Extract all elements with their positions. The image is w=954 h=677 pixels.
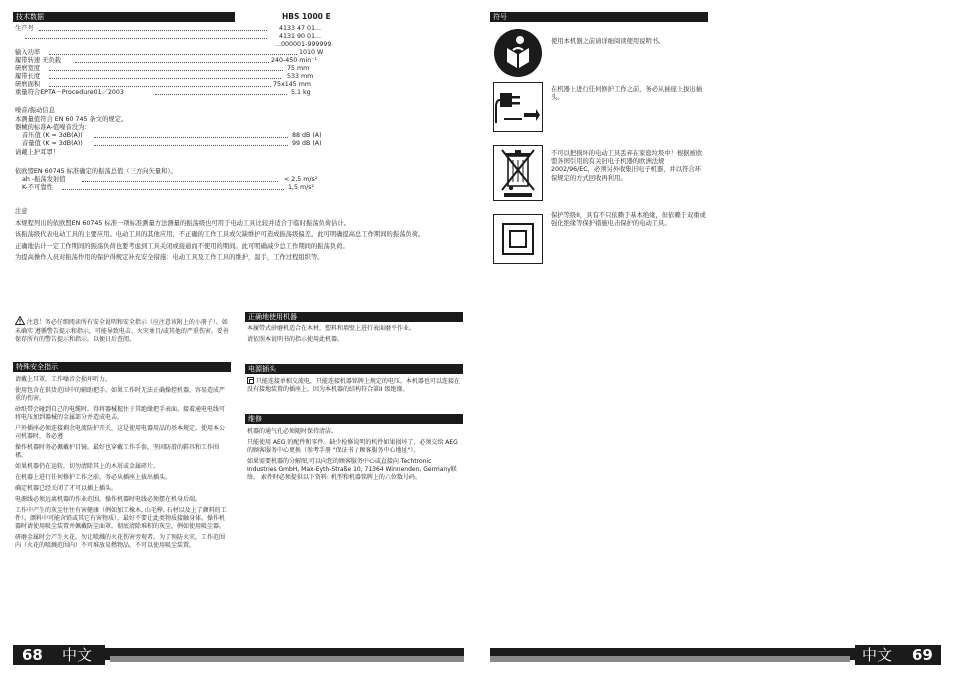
- maintenance-paragraph: 只能使用 AEG 的配件和零件。缺少检修说明的机件如果损坏了，必须交给 AEG 的顾客服务中心更换（参考手册 "保证书 / 顾客服务中心地址"）。: [247, 439, 458, 454]
- spec-label: 履带长度: [15, 73, 41, 80]
- spec-label: 履带转速 无负载: [15, 57, 62, 64]
- crossed-bin-icon: [493, 145, 543, 201]
- spec-label: K-不可靠性: [22, 184, 53, 191]
- noise-table: [22, 132, 352, 148]
- page-language: 中文: [862, 646, 893, 664]
- page-number: 68: [22, 646, 43, 664]
- spec-row: [22, 132, 362, 140]
- note-paragraph: 该振荡级代表电动工具的主要应用。电动工具的其他应用，不正确的工作工具或欠缺维护可造成振荡级偏差。此可明确提高总工作期间的振荡负荷。: [15, 231, 425, 239]
- spec-value: ...000001-999999: [275, 41, 332, 48]
- spec-label: 研磨面积: [15, 81, 41, 88]
- safety-paragraph: 户外插座必须连接剩余电流防护开关，这是使用电器用品的基本规定。使用本公司机器时，务必遵: [15, 425, 226, 440]
- spec-row: [15, 33, 355, 41]
- wear-ear-protection: 请戴上护耳罩！: [15, 149, 60, 156]
- read-manual-icon: [493, 28, 543, 78]
- spec-value: < 2,5 m/s²: [284, 176, 318, 183]
- safety-paragraph: 如果机器仍在运转，切勿清除其上的木屑或金属碎片。: [15, 463, 160, 470]
- correct-use-paragraph: 本履带式砂磨机适合在木材，塑料和墙壁上进行表面磨平作业。: [247, 325, 416, 332]
- correct-use-paragraph: 请依照本说明书的指示使用此机器。: [247, 336, 344, 343]
- safety-paragraph: 研磨金属时会产生火花。勿让喷溅的火花伤害旁观者。为了预防火灾，工作范围内（火花的喷溅范围内）不可堆放易燃物品。不可以使用吸尘装置。: [15, 534, 226, 549]
- spec-value: 533 mm: [287, 73, 314, 80]
- square-icon: [247, 377, 254, 384]
- warning-text: 注意！务必仔细阅读所有安全说明和安全指示（应注意该附上的小册子）。如未确实 遵循警告提示和指示，可能导致电击、火灾並且/或其他的严重伤害。妥善保存所有的警告提示和指示，以便日后查阅。: [15, 319, 229, 343]
- vibration-line: 依欧盟EN 60745 标准确定的振荡总值（三方向矢量和）。: [15, 168, 177, 175]
- page-language: 中文: [62, 646, 93, 664]
- spec-label: 输入功率: [15, 49, 41, 56]
- maintenance-header: 维修: [245, 414, 463, 424]
- spec-value: 1010 W: [299, 49, 324, 56]
- spec-label: 研磨宽度: [15, 65, 41, 72]
- symbol-text: 使用本机器之前请详细阅读使用说明书。: [551, 38, 665, 45]
- note-paragraph: 为提高操作人员对振荡作用的保护得规定补充安全措施：电动工具及工作工具的维护，温手，工作过程组织等。: [15, 254, 324, 262]
- power-plug-header: 电源插头: [245, 364, 463, 374]
- noise-section: [15, 107, 345, 133]
- spec-row: [22, 176, 362, 184]
- safety-paragraph: 砂纸带会碰到自己的电缆时，得将器械握住于其绝缘把手表面。接着通电电线可将电压加到器械的金属部分并造成电击。: [15, 406, 226, 421]
- safety-paragraph: 使用包含在供货范围中的辅助把手。如果工作时无法正确操控机器，容易造成严重的伤害。: [15, 387, 226, 402]
- spec-label: 音量值 (K = 3dB(A)): [22, 140, 83, 147]
- safety-paragraph: 请戴上耳罩。工作噪音会损坏听力。: [15, 376, 112, 383]
- safety-paragraph: 电源线必须远离机器的作业范围。操作机器时电线必须摆在机身后端。: [15, 496, 202, 503]
- spec-table: [15, 25, 355, 105]
- note-paragraph: 正确地估计一定工作期间的振荡负荷也要考虑到工具关闭或接通而不使用的期间。此可明确减少总工作期间的振荡负荷。: [15, 242, 349, 250]
- spec-row: [15, 49, 355, 57]
- safety-paragraph: 在机器上进行任何修护工作之前，务必从插座上拔出插头。: [15, 474, 172, 481]
- spec-label: 音压值 (K = 3dB(A)): [22, 132, 83, 139]
- safety-paragraph: 操作机器时务必佩戴护目镜。最好也穿戴工作手套，坚固防滑的鞋具和工作围裙。: [15, 444, 220, 459]
- spec-row: [15, 89, 355, 97]
- spec-value: 4133 47 01...: [279, 25, 322, 32]
- class-ii-icon: [493, 214, 543, 264]
- noise-title: 噪音/振动信息: [15, 107, 55, 114]
- safety-paragraph: 确定机器已经关闭了才可以插上插头。: [15, 485, 118, 492]
- maintenance-paragraph: 机器的通气孔必须随时保持清洁。: [247, 428, 338, 435]
- maintenance-section: [247, 428, 461, 485]
- vibration-table: [22, 176, 352, 192]
- correct-use-header: 正确地使用机器: [245, 312, 463, 322]
- spec-value: 75 mm: [287, 65, 310, 72]
- spec-value: 5,1 kg: [291, 89, 311, 96]
- correct-use-section: [247, 325, 461, 347]
- symbol-text: 不可以把损坏的电动工具丢弃在家庭垃圾中！根据被欧盟各国引用的有关旧电子机器的欧洲法规2002/96/EC，必须另外收集旧电子机器，并以符合环保规定的方式回收再利用。: [551, 150, 703, 182]
- special-safety-section: [15, 376, 230, 553]
- noise-line: 器械的标准A-值噪音没为：: [15, 124, 91, 132]
- power-plug-text: 只能连接单相交流电，只能连接机器铭牌上规定的电压。本机器也可以连接在没有接地装置的插座上，因为本机器的结构符合第II 级绝缘。: [247, 378, 460, 393]
- safety-paragraph: 工作中产生的灰尘往往有害健康（例如加工橡木, 山毛榉, 石材以及上了颜料的工件）。颜料中可能含铅或其它有害物质），最好不要让此类物质接触身体。操作机器时请使用吸尘装置并佩戴防尘面罩。彻底清除堆积的灰尘，例如使用吸尘器。: [15, 507, 227, 530]
- spec-row: [15, 57, 355, 65]
- spec-value: 88 dB (A): [292, 132, 322, 139]
- special-safety-header: 特殊安全指示: [13, 362, 231, 372]
- spec-row: [22, 184, 362, 192]
- spec-label: 重量符合EPTA－Procedure01／2003: [15, 89, 124, 96]
- note-title: 注意: [15, 208, 28, 215]
- symbols-header: 符号: [490, 12, 708, 22]
- spec-label: ah -振荡发射值: [22, 176, 66, 183]
- warning-triangle-icon: [15, 316, 25, 328]
- spec-row: [15, 41, 355, 49]
- symbol-text: 保护等级II，具有不只依赖于基本绝缘，但依赖于双重或强化绝缘等保护措施电击保护的电动工具。: [551, 212, 706, 228]
- spec-row: [15, 73, 355, 81]
- spec-row: [15, 81, 355, 89]
- model-name: HBS 1000 E: [282, 12, 331, 21]
- page-number: 69: [912, 646, 933, 664]
- right-page: [477, 0, 954, 677]
- left-footer-grey: [110, 656, 464, 662]
- spec-row: [22, 140, 362, 148]
- note-section: [15, 208, 455, 266]
- spec-value: 240-450 min⁻¹: [271, 57, 318, 64]
- spec-label: 生产号: [15, 25, 34, 32]
- unplug-icon: [493, 82, 543, 132]
- spec-row: [15, 65, 355, 73]
- maintenance-paragraph: 如果需要机器的分解图,可以向您的顾客服务中心或直接向 Techtronic Industries GmbH, Max-Eyth-Straße 10, 71364 Winnenden, Germany联络。 索件时必须提供以下资料: 机型和机器铭牌上的六位数号码。: [247, 458, 457, 481]
- tech-data-header: 技术数据: [13, 12, 235, 22]
- power-plug-section: [247, 377, 461, 394]
- spec-value: 4131 90 01...: [279, 33, 322, 40]
- spec-row: [15, 25, 355, 33]
- spec-value: 99 dB (A): [292, 140, 322, 147]
- spec-value: 75x145 mm: [273, 81, 312, 88]
- right-footer-grey: [490, 656, 850, 662]
- symbol-text: 在机器上进行任何修护工作之前，务必从插座上拔出插头。: [551, 86, 703, 102]
- noise-line: 本测量值符合 EN 60 745 条文的规定。: [15, 115, 128, 123]
- spec-value: 1,5 m/s²: [288, 184, 315, 191]
- note-paragraph: 本规程列出的依欧盟EN 60745 标准一项标准测量方法测量的振荡级也可用于电动工具比较并适合于临时振荡负荷估计。: [15, 219, 350, 227]
- general-warning: [15, 316, 230, 344]
